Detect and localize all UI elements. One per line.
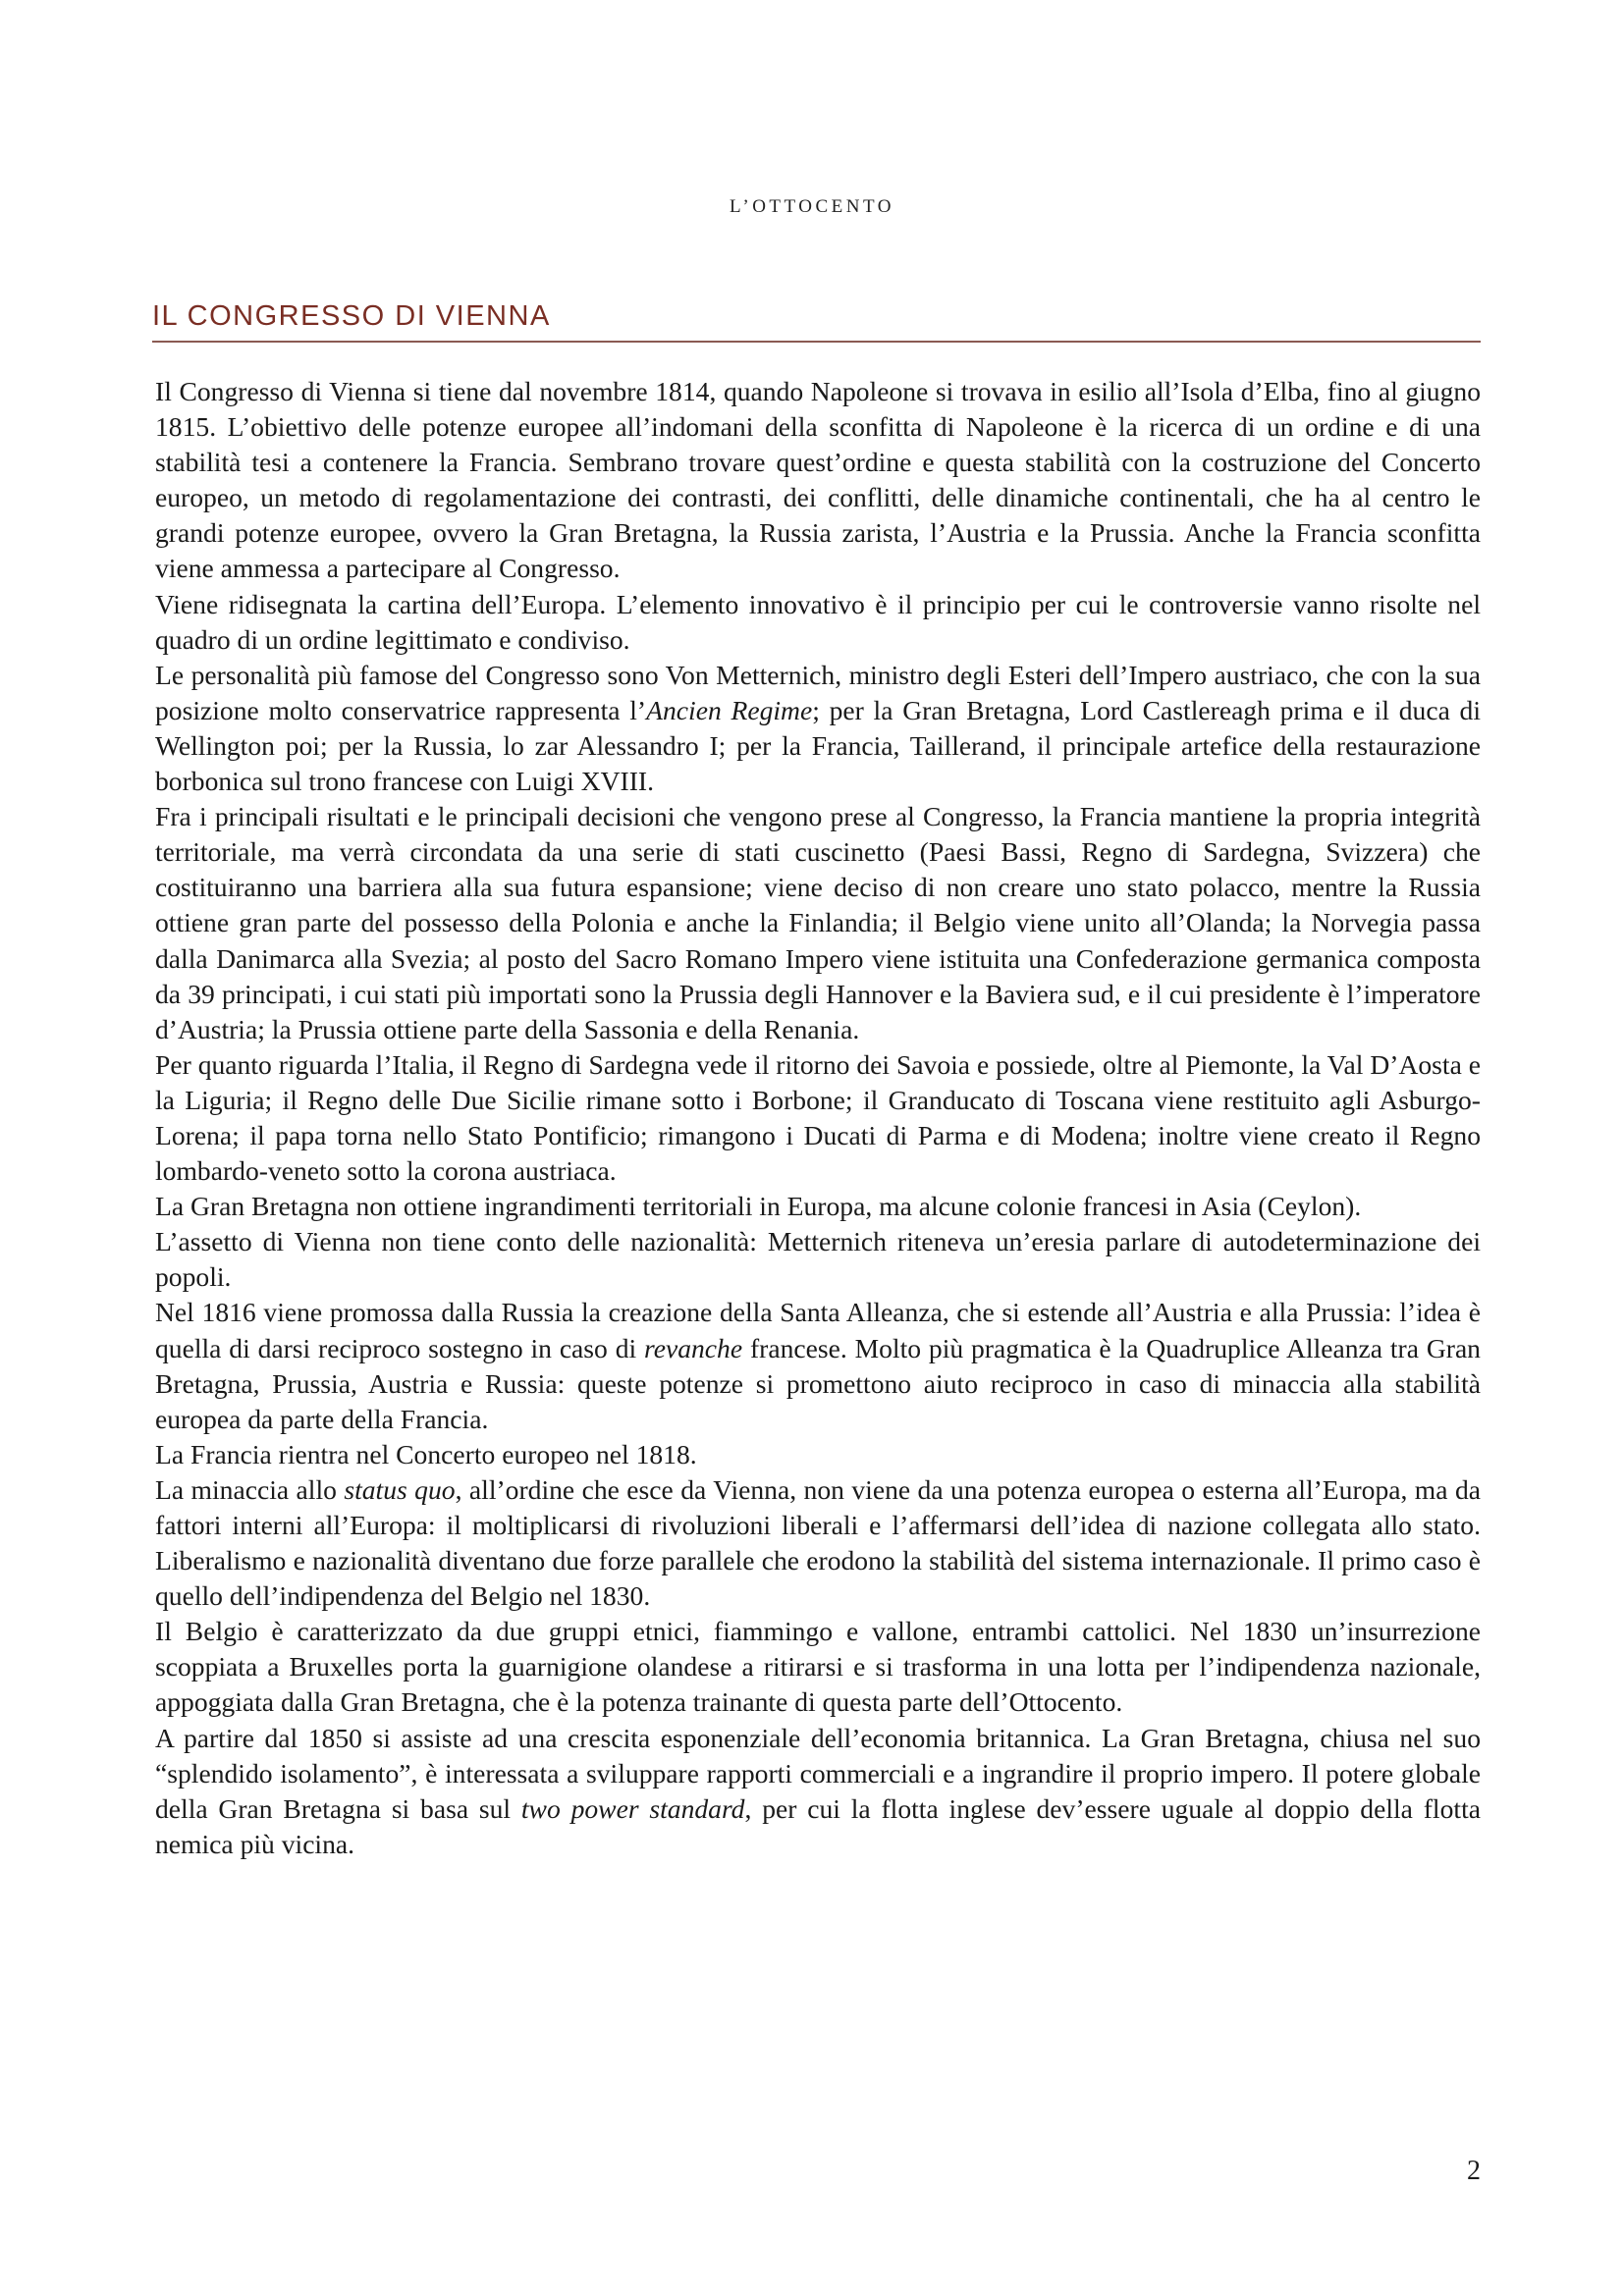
paragraph-text: francese. Molto più pragmatica è la Quadruplice Alleanza tra Gran Bretagna, Prussia, Austria e Russia: queste potenze si promettono aiuto reciproco in caso di minaccia alla stabilità europea da parte della Francia.	[155, 1332, 1481, 1434]
paragraph	[155, 658, 1481, 799]
running-header: L’OTTOCENTO	[730, 196, 894, 217]
italic-term: Ancien Regime	[646, 694, 813, 725]
paragraph-text: , all’ordine che esce da Vienna, non viene da una potenza europea o esterna all’Europa, ma da fattori interni all’Europa: il moltiplicarsi di rivoluzioni liberali e l’affermarsi dell’idea di nazione collegata allo stato. Liberalismo e nazionalità diventano due forze parallele che erodono la stabilità del sistema internazionale. Il primo caso è quello dell’indipendenza del Belgio nel 1830.	[155, 1473, 1481, 1612]
paragraph	[155, 1295, 1481, 1436]
paragraph-text: Il Belgio è caratterizzato da due gruppi etnici, fiammingo e vallone, entrambi cattolici. Nel 1830 un’insurrezione scoppiata a Bruxelles porta la guarnigione olandese a ritirarsi e si trasforma in una lotta per l’indipendenza nazionale, appoggiata dalla Gran Bretagna, che è la potenza trainante di questa parte dell’Ottocento.	[155, 1616, 1481, 1718]
paragraph-text: Viene ridisegnata la cartina dell’Europa. L’elemento innovativo è il principio per cui le controversie vanno risolte nel quadro di un ordine legittimato e condiviso.	[155, 588, 1481, 655]
paragraph	[155, 1721, 1481, 1862]
italic-term: two power standard	[520, 1792, 745, 1824]
paragraph-text: Il Congresso di Vienna si tiene dal novembre 1814, quando Napoleone si trovava in esilio all’Isola d’Elba, fino al giugno 1815. L’obiettivo delle potenze europee all’indomani della sconfitta di Napoleone è la ricerca di un ordine e di una stabilità tesi a contenere la Francia. Sembrano trovare quest’ordine e questa stabilità con la costruzione del Concerto europeo, un metodo di regolamentazione dei contrasti, dei conflitti, delle dinamiche continentali, che ha al centro le grandi potenze europee, ovvero la Gran Bretagna, la Russia zarista, l’Austria e la Prussia. Anche la Francia sconfitta viene ammessa a partecipare al Congresso.	[155, 376, 1481, 584]
paragraph	[155, 587, 1481, 658]
paragraph	[155, 374, 1481, 587]
paragraph	[155, 799, 1481, 1047]
paragraph-text: Fra i principali risultati e le principali decisioni che vengono prese al Congresso, la Francia mantiene la propria integrità territoriale, ma verrà circondata da una serie di stati cuscinetto (Paesi Bassi, Regno di Sardegna, Svizzera) che costituiranno una barriera alla sua futura espansione; viene deciso di non creare uno stato polacco, mentre la Russia ottiene gran parte del possesso della Polonia e anche la Finlandia; il Belgio viene unito all’Olanda; la Norvegia passa dalla Danimarca alla Svezia; al posto del Sacro Romano Impero viene istituita una Confederazione germanica composta da 39 principati, i cui stati più importati sono la Prussia degli Hannover e la Baviera sud, e il cui presidente è l’imperatore d’Austria; la Prussia ottiene parte della Sassonia e della Renania.	[155, 801, 1481, 1044]
paragraph	[155, 1189, 1481, 1224]
paragraph-text: ; per la Gran Bretagna, Lord Castlereagh prima e il duca di Wellington poi; per la Russia, lo zar Alessandro I; per la Francia, Taillerand, il principale artefice della restaurazione borbonica sul trono francese con Luigi XVIII.	[155, 694, 1482, 797]
paragraph-text: , per cui la flotta inglese dev’essere uguale al doppio della flotta nemica più vicina.	[155, 1792, 1481, 1859]
paragraph-text: Per quanto riguarda l’Italia, il Regno di Sardegna vede il ritorno dei Savoia e possiede, oltre al Piemonte, la Val D’Aosta e la Liguria; il Regno delle Due Sicilie rimane sotto i Borbone; il Granducato di Toscana viene restituito agli Asburgo-Lorena; il papa torna nello Stato Pontificio; rimangono i Ducati di Parma e di Modena; inoltre viene creato il Regno lombardo-veneto sotto la corona austriaca.	[155, 1048, 1481, 1187]
paragraph	[155, 1224, 1481, 1295]
paragraph	[155, 1047, 1481, 1189]
page-number: 2	[1467, 2156, 1481, 2186]
body-text	[155, 374, 1481, 1862]
paragraph-text: Le personalità più famose del Congresso sono Von Metternich, ministro degli Esteri dell’Impero austriaco, che con la sua posizione molto conservatrice rappresenta l’	[155, 659, 1481, 725]
paragraph	[155, 1472, 1481, 1614]
paragraph-text: La Gran Bretagna non ottiene ingrandimenti territoriali in Europa, ma alcune colonie francesi in Asia (Ceylon).	[155, 1191, 1362, 1222]
italic-term: revanche	[644, 1332, 743, 1363]
paragraph-text: La Francia rientra nel Concerto europeo nel 1818.	[155, 1438, 697, 1469]
paragraph	[155, 1614, 1481, 1720]
paragraph	[155, 1437, 1481, 1472]
paragraph-text: L’assetto di Vienna non tiene conto delle nazionalità: Metternich riteneva un’eresia parlare di autodeterminazione dei popoli.	[155, 1226, 1481, 1293]
paragraph-text: A partire dal 1850 si assiste ad una crescita esponenziale dell’economia britannica. La Gran Bretagna, chiusa nel suo “splendido isolamento”, è interessata a sviluppare rapporti commerciali e a ingrandire il proprio impero. Il potere globale della Gran Bretagna si basa sul	[155, 1722, 1481, 1824]
italic-term: status quo	[344, 1473, 456, 1505]
paragraph-text: Nel 1816 viene promossa dalla Russia la creazione della Santa Alleanza, che si estende all’Austria e alla Prussia: l’idea è quella di darsi reciproco sostegno in caso di	[155, 1297, 1481, 1363]
section-title: IL CONGRESSO DI VIENNA	[152, 300, 1481, 343]
paragraph-text: La minaccia allo	[155, 1473, 345, 1505]
